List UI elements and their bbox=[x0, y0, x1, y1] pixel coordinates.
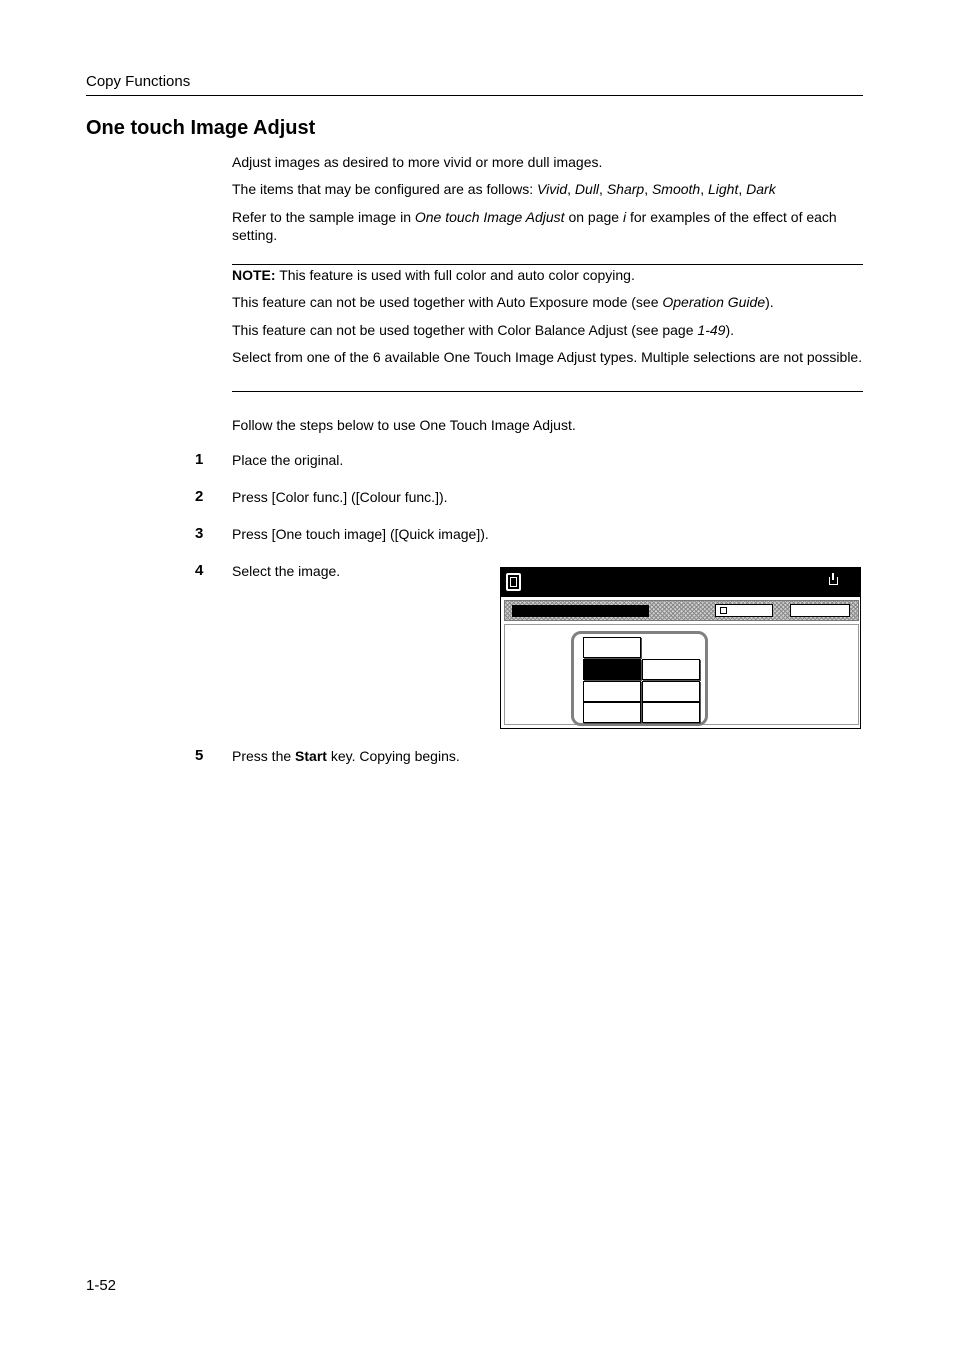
note-line-3-suffix: ). bbox=[725, 322, 734, 338]
image-option-1[interactable] bbox=[583, 637, 641, 658]
image-option-6[interactable] bbox=[583, 702, 641, 723]
intro-paragraph-1: Adjust images as desired to more vivid or more dull images. bbox=[232, 154, 603, 170]
step-2-number: 2 bbox=[195, 488, 204, 505]
start-key-label: Start bbox=[295, 748, 327, 764]
item-smooth: Smooth bbox=[651, 181, 701, 197]
ref-title: One touch Image Adjust bbox=[414, 209, 565, 225]
item-sharp: Sharp bbox=[606, 181, 645, 197]
step-3-number: 3 bbox=[195, 525, 204, 542]
item-dark: Dark bbox=[746, 181, 776, 197]
header-section: Copy Functions bbox=[86, 73, 191, 90]
item-vivid: Vivid bbox=[537, 181, 568, 197]
note-line-2-suffix: ). bbox=[765, 294, 774, 310]
note-top-rule bbox=[232, 264, 863, 265]
note-line-2-ref: Operation Guide bbox=[662, 294, 766, 310]
step-1-text: Place the original. bbox=[232, 452, 344, 468]
panel-title-bar bbox=[501, 568, 860, 597]
step-5-suffix: key. Copying begins. bbox=[326, 748, 460, 764]
ref-mid: on page bbox=[564, 209, 623, 225]
intro-paragraph-3 bbox=[232, 208, 863, 244]
step-4-text: Select the image. bbox=[232, 563, 341, 579]
power-icon bbox=[829, 577, 838, 585]
note-line-1-text: This feature is used with full color and auto color copying. bbox=[275, 267, 635, 283]
note-line-3-ref: 1-49 bbox=[697, 322, 726, 338]
close-button[interactable] bbox=[790, 604, 850, 617]
step-2-text: Press [Color func.] ([Colour func.]). bbox=[232, 489, 448, 505]
items-prefix: The items that may be configured are as follows: bbox=[232, 181, 538, 197]
note-line-2 bbox=[232, 293, 863, 311]
setup-button[interactable] bbox=[715, 604, 773, 617]
note-line-1 bbox=[232, 266, 863, 284]
step-5-number: 5 bbox=[195, 747, 204, 764]
item-dull: Dull bbox=[574, 181, 600, 197]
panel-tab-bar bbox=[504, 600, 859, 621]
image-option-3[interactable] bbox=[642, 659, 700, 680]
ref-prefix: Refer to the sample image in bbox=[232, 209, 415, 225]
ref-page: i bbox=[622, 209, 627, 225]
step-5-text bbox=[232, 748, 460, 764]
note-line-3 bbox=[232, 321, 863, 339]
document-icon bbox=[506, 573, 521, 591]
page-number: 1-52 bbox=[86, 1277, 117, 1294]
follow-text: Follow the steps below to use One Touch Image Adjust. bbox=[232, 417, 576, 433]
image-option-4[interactable] bbox=[583, 681, 641, 702]
page-title: One touch Image Adjust bbox=[86, 117, 316, 139]
image-option-5[interactable] bbox=[642, 681, 700, 702]
intro-paragraph-2: The items that may be configured are as follows: Vivid, Dull, Sharp, Smooth, Light, Dark bbox=[232, 181, 776, 197]
step-3-text: Press [One touch image] ([Quick image]). bbox=[232, 526, 489, 542]
note-line-4: Select from one of the 6 available One Touch Image Adjust types. Multiple selections are not possible. bbox=[232, 349, 863, 365]
image-option-7[interactable] bbox=[642, 702, 700, 723]
note-line-3-prefix: This feature can not be used together with Color Balance Adjust (see page bbox=[232, 322, 698, 338]
step-5-prefix: Press the bbox=[232, 748, 296, 764]
ref-suffix: for examples of the effect of each setting. bbox=[232, 209, 837, 243]
step-1-number: 1 bbox=[195, 451, 204, 468]
step-4-number: 4 bbox=[195, 562, 204, 579]
note-label: NOTE: bbox=[232, 267, 276, 283]
note-line-2-prefix: This feature can not be used together with Auto Exposure mode (see bbox=[232, 294, 663, 310]
panel-mode-label bbox=[512, 605, 649, 617]
header-rule bbox=[86, 95, 863, 96]
item-light: Light bbox=[708, 181, 739, 197]
image-option-2-selected[interactable] bbox=[583, 659, 641, 680]
note-bottom-rule bbox=[232, 391, 863, 392]
